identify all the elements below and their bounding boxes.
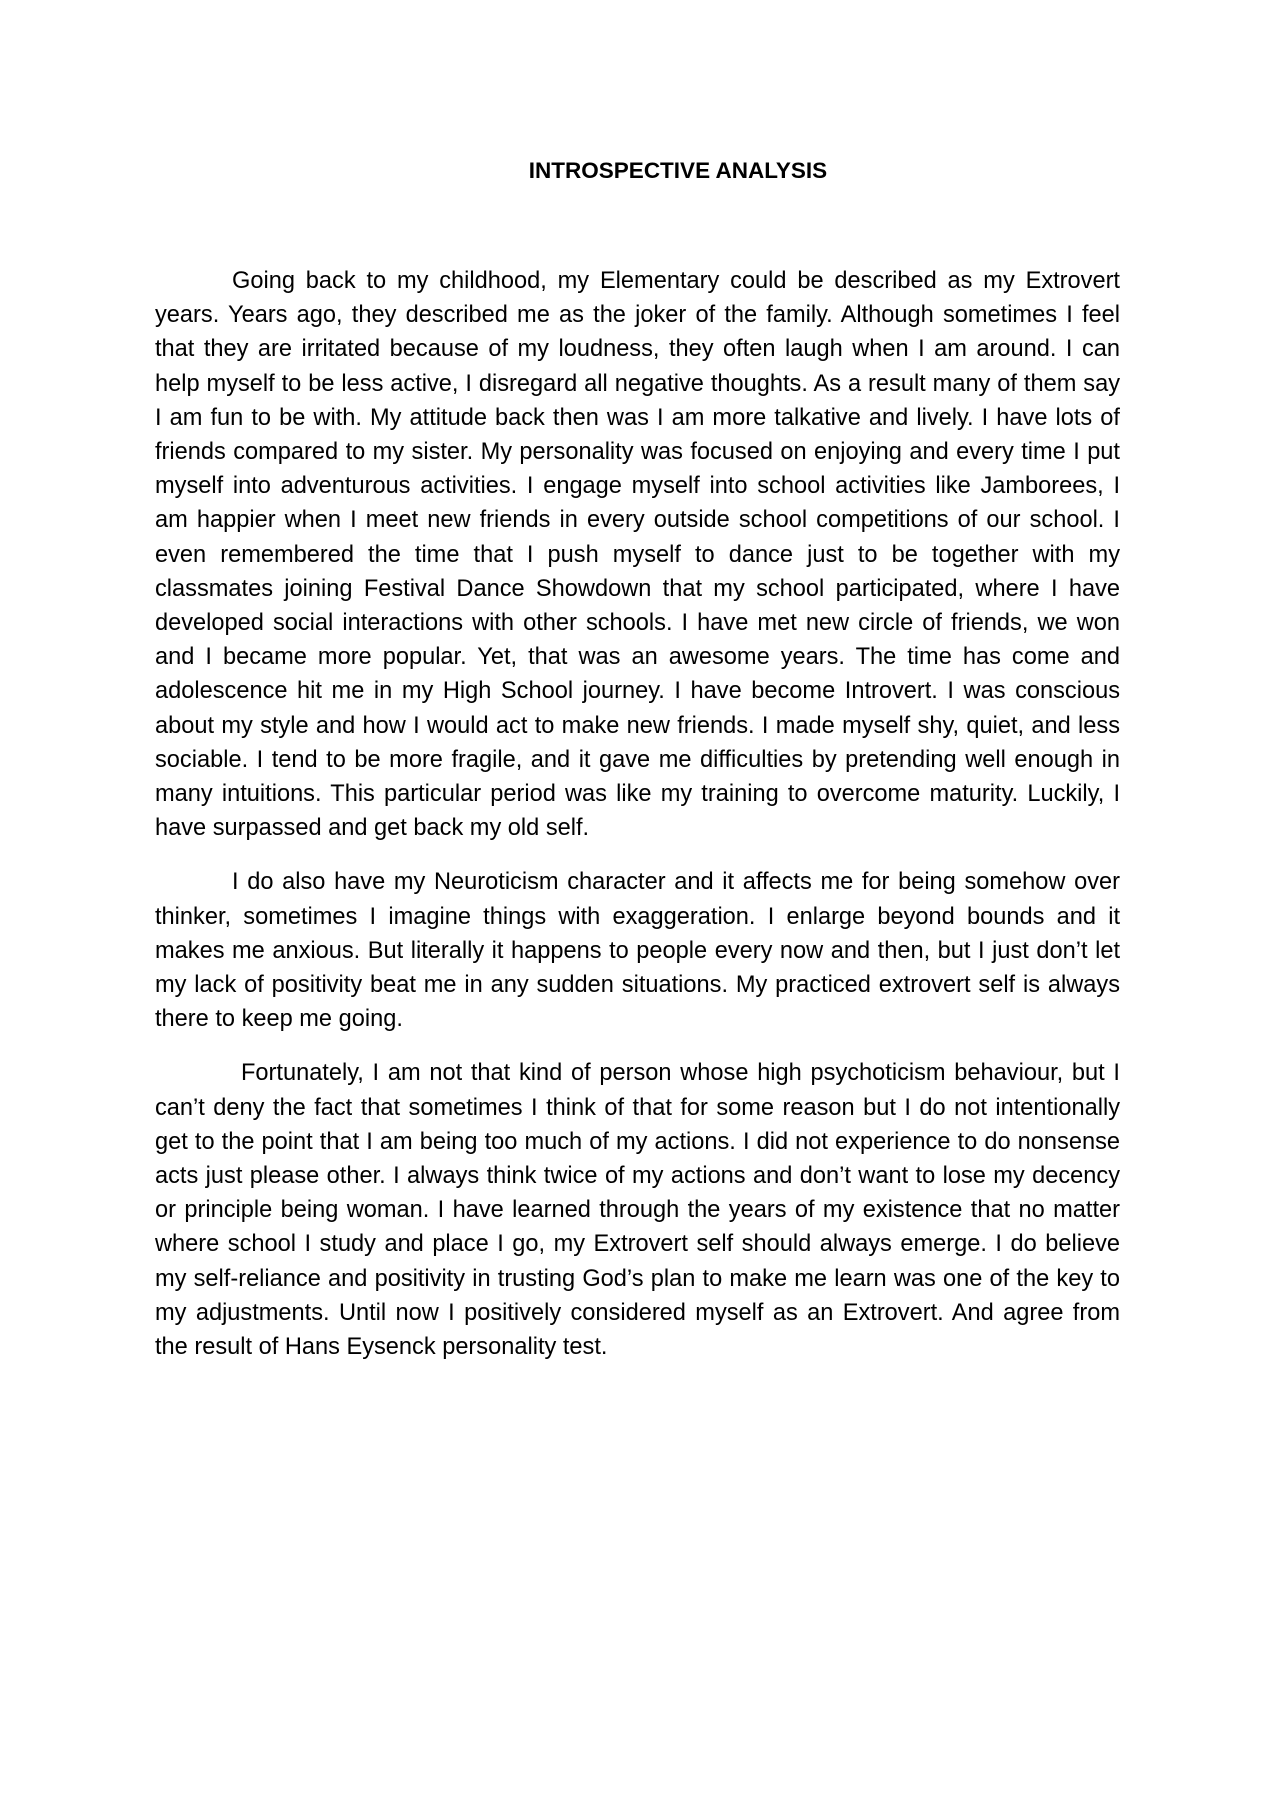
paragraph-childhood: Going back to my childhood, my Elementary could be described as my Extrovert years. Years ago, they described me as the joker of the family. Although sometimes I feel that they are irritated because of my loudness, they often laugh when I am around. I can help myself to be less active, I disregard all negative thoughts. As a result many of them say I am fun to be with. My attitude back then was I am more talkative and lively. I have lots of friends compared to my sister. My personality was focused on enjoying and every time I put myself into adventurous activities. I engage myself into school activities like Jamborees, I am happier when I meet new friends in every outside school competitions of our school. I even remembered the time that I push myself to dance just to be together with my classmates joining Festival Dance Showdown that my school participated, where I have developed social interactions with other schools. I have met new circle of friends, we won and I became more popular. Yet, that was an awesome years. The time has come and adolescence hit me in my High School journey. I have become Introvert. I was conscious about my style and how I would act to make new friends. I made myself shy, quiet, and less sociable. I tend to be more fragile, and it gave me difficulties by pretending well enough in many intuitions. This particular period was like my training to overcome maturity. Luckily, I have surpassed and get back my old self. (155, 268, 1120, 842)
paragraph-neuroticism: I do also have my Neuroticism character and it affects me for being somehow over thinker, sometimes I imagine things with exaggeration. I enlarge beyond bounds and it makes me anxious. But literally it happens to people every now and then, but I just don’t let my lack of positivity beat me in any sudden situations. My practiced extrovert self is always there to keep me going. (155, 869, 1120, 1033)
document-title: INTROSPECTIVE ANALYSIS (528, 158, 828, 183)
document-body (155, 264, 1120, 1384)
paragraph-psychoticism: Fortunately, I am not that kind of person whose high psychoticism behaviour, but I can’t deny the fact that sometimes I think of that for some reason but I do not intentionally get to the point that I am being too much of my actions. I did not experience to do nonsense acts just please other. I always think twice of my actions and don’t want to lose my decency or principle being woman. I have learned through the years of my existence that no matter where school I study and place I go, my Extrovert self should always emerge. I do believe my self-reliance and positivity in trusting God’s plan to make me learn was one of the key to my adjustments. Until now I positively considered myself as an Extrovert. And agree from the result of Hans Eysenck personality test. (155, 1060, 1120, 1361)
